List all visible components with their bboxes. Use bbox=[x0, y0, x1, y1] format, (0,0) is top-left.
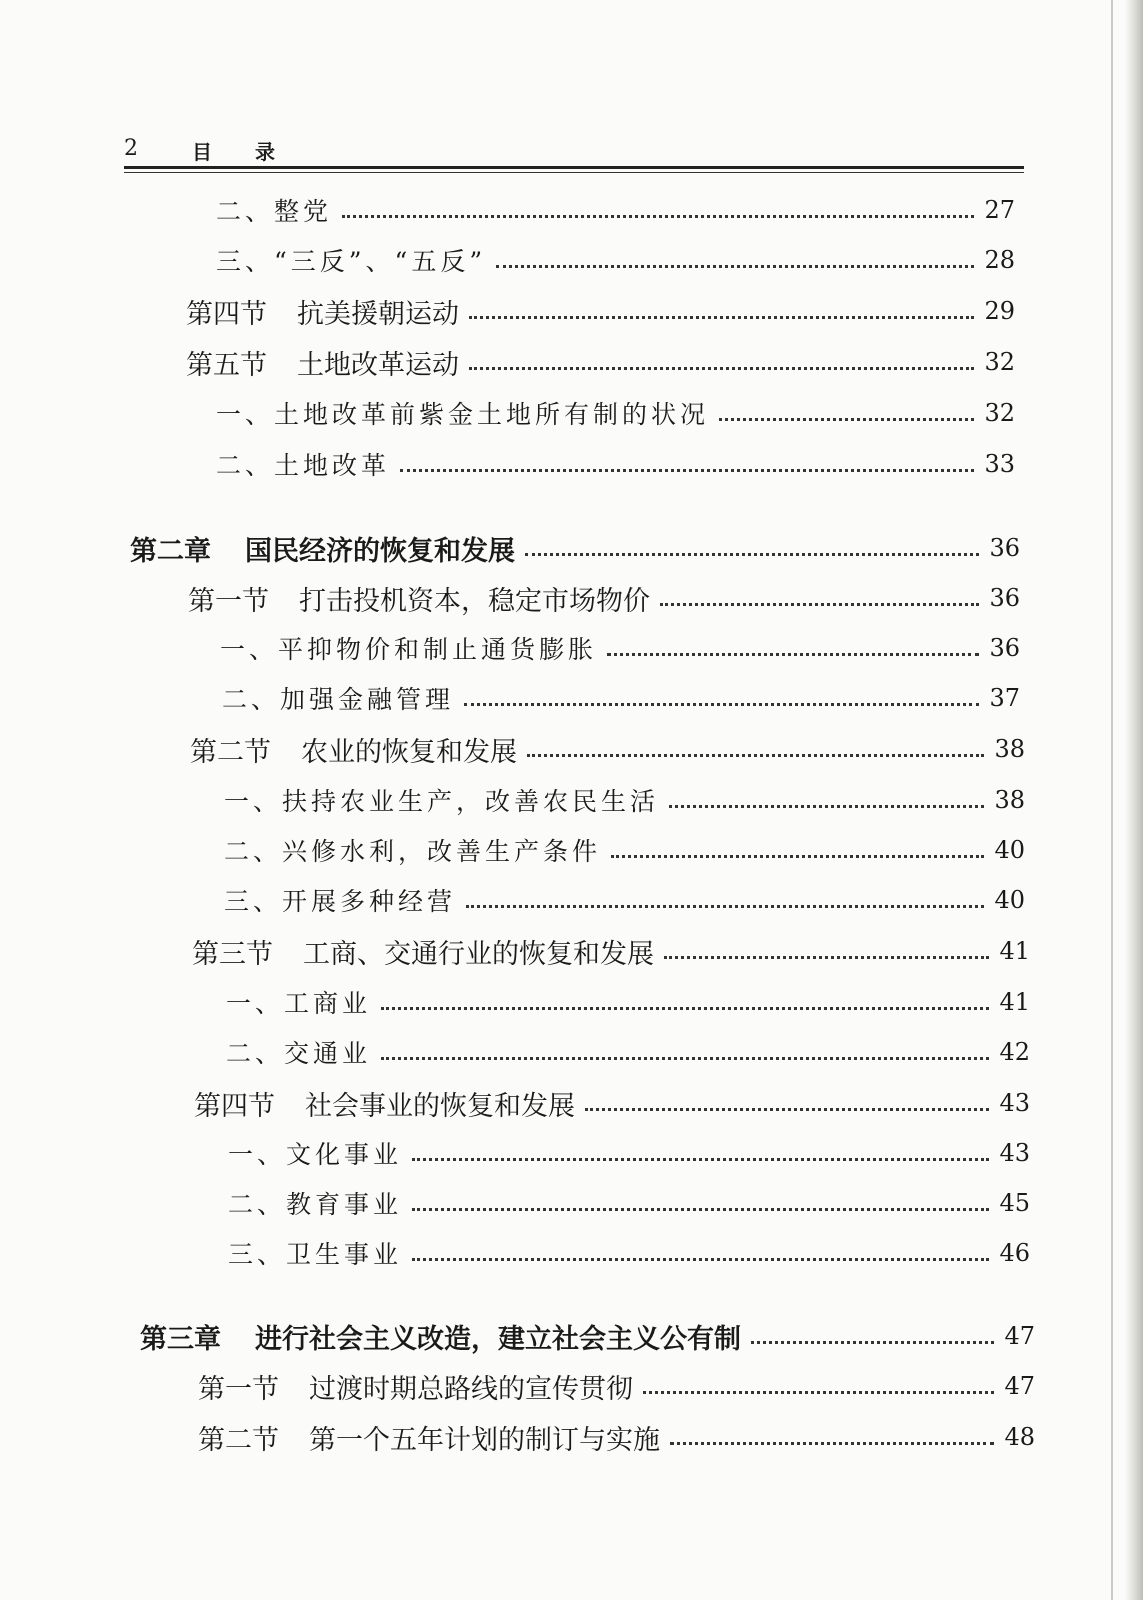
toc-page-number: 41 bbox=[999, 937, 1030, 965]
section-title: 抗美援朝运动 bbox=[297, 298, 459, 330]
dot-leader bbox=[466, 905, 984, 908]
toc-page-number: 32 bbox=[984, 348, 1015, 376]
dot-leader bbox=[412, 1258, 989, 1261]
toc-section-entry bbox=[186, 291, 1015, 331]
toc-entry-label: 二、土地改革 bbox=[216, 451, 391, 480]
dot-leader bbox=[496, 265, 974, 268]
toc-entry-label bbox=[192, 932, 654, 971]
toc-page-number: 40 bbox=[994, 836, 1025, 864]
dot-leader bbox=[525, 553, 979, 556]
toc-subsection-entry bbox=[220, 628, 1020, 668]
section-title: 过渡时期总路线的宣传贯彻 bbox=[309, 1373, 633, 1405]
dot-leader bbox=[381, 1007, 989, 1010]
section-number: 第三节 bbox=[192, 938, 273, 970]
section-title: 社会事业的恢复和发展 bbox=[305, 1090, 575, 1122]
section-number: 第二节 bbox=[198, 1424, 279, 1456]
section-title: 第一个五年计划的制订与实施 bbox=[309, 1424, 660, 1456]
toc-page-number: 36 bbox=[989, 534, 1020, 562]
toc-page-number: 28 bbox=[984, 246, 1015, 274]
toc-chapter-entry bbox=[140, 1316, 1035, 1356]
chapter-number: 第三章 bbox=[140, 1323, 221, 1355]
toc-entry-label bbox=[190, 730, 517, 769]
dot-leader bbox=[527, 754, 984, 757]
toc-entry-label: 三、开展多种经营 bbox=[224, 887, 457, 916]
toc-subsection-entry bbox=[216, 190, 1015, 230]
toc-entry-label: 一、文化事业 bbox=[228, 1140, 403, 1169]
section-title: 农业的恢复和发展 bbox=[301, 736, 517, 768]
toc-entry-label: 二、加强金融管理 bbox=[222, 685, 455, 714]
toc-subsection-entry bbox=[224, 880, 1025, 920]
page-number: 2 bbox=[124, 136, 138, 161]
toc-section-entry bbox=[192, 931, 1030, 971]
toc-section-entry bbox=[194, 1083, 1030, 1123]
toc-page-number: 37 bbox=[989, 684, 1020, 712]
toc-subsection-entry bbox=[222, 678, 1020, 718]
toc-page-number: 47 bbox=[1004, 1372, 1035, 1400]
toc-entry-label: 三、卫生事业 bbox=[228, 1240, 403, 1269]
toc-section-entry bbox=[190, 729, 1025, 769]
dot-leader bbox=[660, 603, 979, 606]
dot-leader bbox=[469, 367, 974, 370]
toc-subsection-entry bbox=[228, 1133, 1030, 1173]
toc-entry-label: 一、土地改革前紫金土地所有制的状况 bbox=[216, 400, 710, 429]
chapter-title: 进行社会主义改造，建立社会主义公有制 bbox=[255, 1323, 741, 1355]
dot-leader bbox=[611, 855, 984, 858]
section-title: 打击投机资本，稳定市场物价 bbox=[299, 585, 650, 617]
dot-leader bbox=[607, 653, 979, 656]
toc-page-number: 36 bbox=[989, 584, 1020, 612]
section-number: 第一节 bbox=[198, 1373, 279, 1405]
toc-subsection-entry bbox=[226, 982, 1030, 1022]
toc-page-number: 42 bbox=[999, 1038, 1030, 1066]
toc-subsection-entry bbox=[216, 444, 1015, 484]
toc-entry-label bbox=[198, 1367, 633, 1406]
toc-entry-label bbox=[194, 1084, 575, 1123]
toc-page-number: 38 bbox=[994, 735, 1025, 763]
toc-page-number: 40 bbox=[994, 886, 1025, 914]
toc-entry-label bbox=[198, 1418, 660, 1457]
dot-leader bbox=[719, 418, 974, 421]
toc-section-entry bbox=[188, 578, 1020, 618]
toc-page-number: 43 bbox=[999, 1139, 1030, 1167]
toc-subsection-entry bbox=[216, 393, 1015, 433]
toc-entry-label bbox=[130, 529, 515, 568]
toc-page-number: 33 bbox=[984, 450, 1015, 478]
dot-leader bbox=[381, 1057, 989, 1060]
toc-section-entry bbox=[198, 1366, 1035, 1406]
toc-chapter-entry bbox=[130, 528, 1020, 568]
toc-entry-label bbox=[186, 343, 459, 382]
toc-entry-label: 一、扶持农业生产，改善农民生活 bbox=[224, 787, 660, 816]
dot-leader bbox=[643, 1391, 994, 1394]
toc-page-number: 43 bbox=[999, 1089, 1030, 1117]
toc-entry-label bbox=[188, 579, 650, 618]
section-number: 第一节 bbox=[188, 585, 269, 617]
section-number: 第四节 bbox=[194, 1090, 275, 1122]
toc-entry-label: 二、兴修水利，改善生产条件 bbox=[224, 837, 602, 866]
toc-entry-label bbox=[186, 292, 459, 331]
dot-leader bbox=[585, 1108, 989, 1111]
toc-page-number: 32 bbox=[984, 399, 1015, 427]
toc-entry-label: 三、“三反”、“五反” bbox=[216, 247, 487, 276]
toc-page-number: 38 bbox=[994, 786, 1025, 814]
toc-entry-label: 一、平抑物价和制止通货膨胀 bbox=[220, 635, 598, 664]
toc-section-entry bbox=[198, 1417, 1035, 1457]
toc-entry-label: 二、整党 bbox=[216, 197, 333, 226]
toc-subsection-entry bbox=[226, 1032, 1030, 1072]
toc-subsection-entry bbox=[228, 1183, 1030, 1223]
section-title: 土地改革运动 bbox=[297, 349, 459, 381]
dot-leader bbox=[342, 215, 974, 218]
section-number: 第四节 bbox=[186, 298, 267, 330]
dot-leader bbox=[412, 1208, 989, 1211]
toc-subsection-entry bbox=[224, 780, 1025, 820]
dot-leader bbox=[751, 1341, 994, 1344]
dot-leader bbox=[400, 469, 974, 472]
toc-page-number: 48 bbox=[1004, 1423, 1035, 1451]
toc-section-entry bbox=[186, 342, 1015, 382]
dot-leader bbox=[669, 805, 984, 808]
section-title: 工商、交通行业的恢复和发展 bbox=[303, 938, 654, 970]
toc-subsection-entry bbox=[216, 240, 1015, 280]
dot-leader bbox=[469, 316, 974, 319]
dot-leader bbox=[670, 1442, 994, 1445]
toc-page-number: 27 bbox=[984, 196, 1015, 224]
toc-entry-label: 二、教育事业 bbox=[228, 1190, 403, 1219]
section-number: 第二节 bbox=[190, 736, 271, 768]
chapter-title: 国民经济的恢复和发展 bbox=[245, 535, 515, 567]
toc-page-number: 47 bbox=[1004, 1322, 1035, 1350]
toc-entry-label bbox=[140, 1317, 741, 1356]
toc-entry-label: 一、工商业 bbox=[226, 989, 372, 1018]
toc-entry-label: 二、交通业 bbox=[226, 1039, 372, 1068]
toc-page-number: 41 bbox=[999, 988, 1030, 1016]
toc-page-number: 45 bbox=[999, 1189, 1030, 1217]
toc-page-number: 46 bbox=[999, 1239, 1030, 1267]
toc-subsection-entry bbox=[224, 830, 1025, 870]
dot-leader bbox=[664, 956, 989, 959]
dot-leader bbox=[412, 1158, 989, 1161]
section-number: 第五节 bbox=[186, 349, 267, 381]
chapter-number: 第二章 bbox=[130, 535, 211, 567]
toc-subsection-entry bbox=[228, 1233, 1030, 1273]
dot-leader bbox=[464, 703, 979, 706]
toc-page-number: 29 bbox=[984, 297, 1015, 325]
toc-page-number: 36 bbox=[989, 634, 1020, 662]
running-title: 目 录 bbox=[192, 140, 293, 164]
